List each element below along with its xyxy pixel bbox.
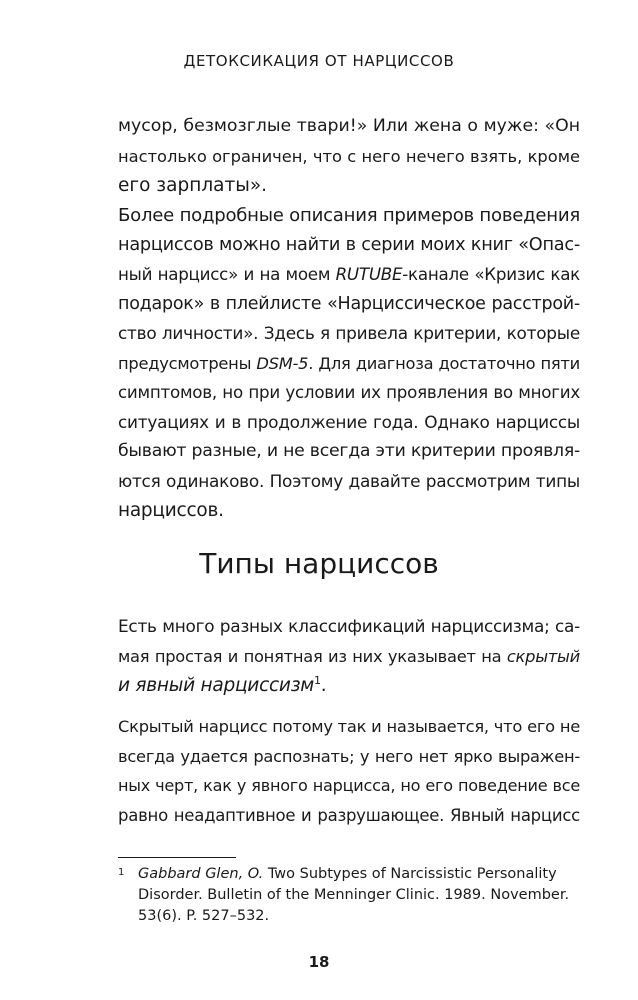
text-line: мусор, безмозглые твари!» Или жена о муже: «Он [118,116,580,136]
footnote-ref: 1 [314,674,321,687]
footnote-mark: 1 [118,867,125,878]
text-line: подарок» в плейлисте «Нарциссическое расстрой- [118,293,580,314]
text-line: всегда удается распознать; у него нет ярко выражен- [118,746,580,766]
text-line: его зарплаты». [118,175,268,196]
footnote-divider [118,857,236,858]
text-line: бывают разные, и не всегда эти критерии проявля- [118,441,580,461]
text-line: равно неадаптивное и разрушающее. Явный нарцисс [118,805,580,825]
text-line: Есть много разных классификаций нарциссизма; са- [118,616,580,636]
paragraph-1 [118,112,580,201]
text-line: нарциссов. [118,500,224,521]
footnote-line: Gabbard Glen, O. Two Subtypes of Narcissistic Personality [138,866,557,882]
text-line: ситуациях и в продолжение года. Однако нарциссы [118,411,580,432]
footnote-line: 53(6). P. 527–532. [138,908,270,924]
footnote-line: Disorder. Bulletin of the Menninger Clinic. 1989. November. [138,887,570,903]
text-line: ный нарцисс» и на моем RUTUBE-канале «Кризис как [118,264,580,284]
footnote [118,864,580,927]
section-heading: Типы нарциссов [199,547,439,580]
text-line: Более подробные описания примеров поведения [118,205,580,226]
text-line: ство личности». Здесь я привела критерии, которые [118,323,580,343]
text-line: ных черт, как у явного нарцисса, но его поведение все [118,776,580,795]
text-line: мая простая и понятная из них указывает на скрытый [118,646,580,666]
text-line: настолько ограничен, что с него нечего взять, кроме [118,146,580,166]
page-number: 18 [308,953,330,971]
text-line: и явный нарциссизм$^1$. [118,674,327,696]
running-head: ДЕТОКСИКАЦИЯ ОТ НАРЦИССОВ [183,52,455,70]
paragraph-4 [118,712,580,830]
text-line: нарциссов можно найти в серии моих книг «Опас- [118,234,580,255]
paragraph-2 [118,201,580,526]
text-line: симптомов, но при условии их проявления во многих [118,382,580,402]
text-line: предусмотрены DSM-5. Для диагноза достаточно пяти [118,353,580,373]
text-line: Скрытый нарцисс потому так и называется, что его не [118,717,580,736]
text-line: ются одинаково. Поэтому давайте рассмотрим типы [118,470,580,491]
paragraph-3 [118,612,580,701]
